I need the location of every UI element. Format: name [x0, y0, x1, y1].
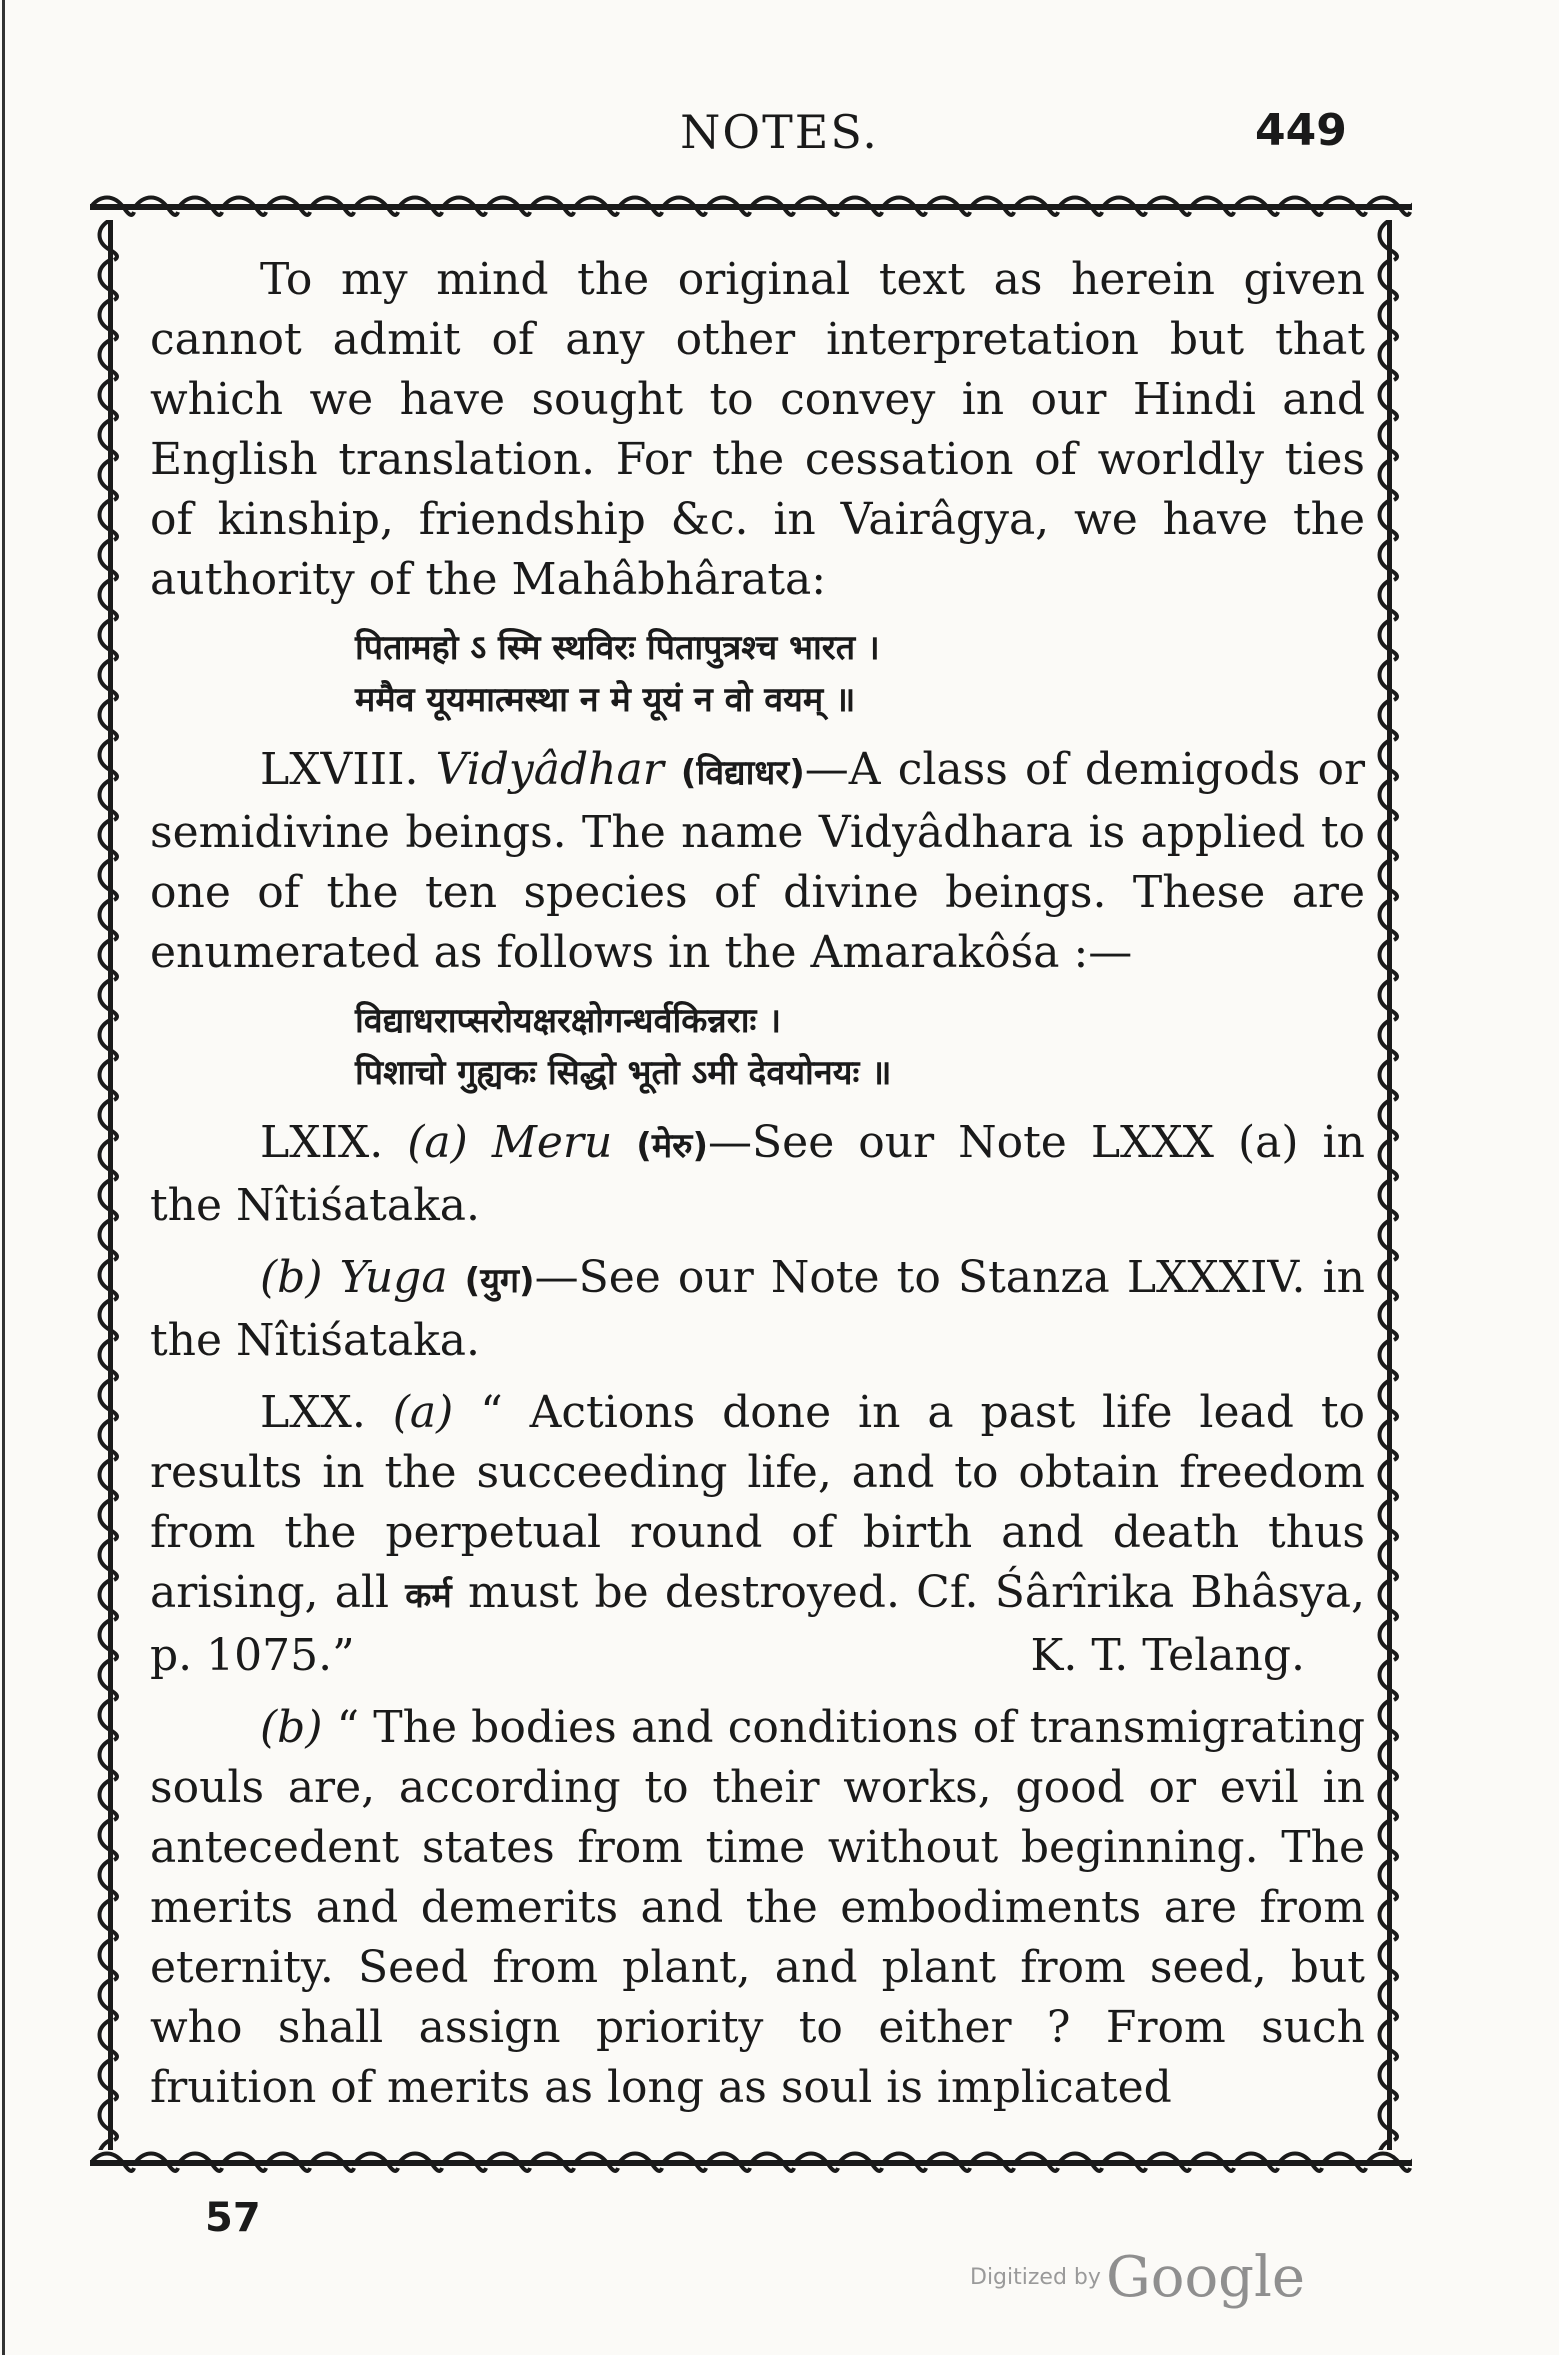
- note-devanagari: कर्म: [405, 1576, 452, 1616]
- binding-edge-rule: [2, 0, 5, 2355]
- note-devanagari: (विद्याधर): [680, 753, 805, 793]
- note-number: LXX.: [260, 1387, 366, 1438]
- note-sub-label: (b): [260, 1252, 323, 1303]
- note-lxix-b: [150, 1248, 1365, 1371]
- note-sub-label: (a): [392, 1387, 454, 1438]
- signature-mark: 57: [205, 2195, 261, 2241]
- note-number: LXVIII.: [260, 744, 419, 795]
- note-text: —A class of demigods or semidivine beings. The name Vidyâdhara is applied to one of the ten species of divine beings. These are enumerated as follows in the Amarakôśa :—: [150, 744, 1365, 978]
- verse-line: पितामहो ऽ स्मि स्थविरः पितापुत्रश्च भारत ।: [355, 628, 880, 668]
- note-sub-label: (b): [260, 1702, 323, 1753]
- ornamental-border-bottom: [90, 2142, 1412, 2184]
- verse-amarakosa: [355, 995, 1365, 1099]
- note-term: Yuga: [339, 1252, 448, 1303]
- verse-line: पिशाचो गुह्यकः सिद्धो भूतो ऽमी देवयोनयः ॥: [355, 1053, 892, 1093]
- verse-line: विद्याधराप्सरोयक्षरक्षोगन्धर्वकिन्नराः ।: [355, 1001, 782, 1041]
- note-lxx-a: [150, 1383, 1365, 1686]
- note-term: Meru: [491, 1117, 613, 1168]
- running-title: NOTES.: [680, 105, 879, 159]
- note-number: LXIX.: [260, 1117, 384, 1168]
- verse-mahabharata: [355, 622, 1365, 726]
- note-lxviii: [150, 740, 1365, 983]
- note-text: —See our Note to Stanza LXXXIV. in the Nîtiśataka.: [150, 1252, 1365, 1366]
- note-text: must be destroyed. Cf. Śârîrika Bhâsya, p. 1075.”: [150, 1567, 1365, 1681]
- page-body: [150, 250, 1365, 2118]
- note-lxx-b: [150, 1698, 1365, 2118]
- page-number: 449: [1255, 105, 1347, 156]
- note-term: Vidyâdhar: [435, 744, 664, 795]
- note-text: —See our Note LXXX (a) in the Nîtiśataka.: [150, 1117, 1365, 1231]
- paragraph-intro: To my mind the original text as herein given cannot admit of any other interpretation but that which we have sought to convey in our Hindi and English translation. For the cessation of worldly ties of kinship, friendship &c. in Vairâgya, we have the authority of the Mahâbhârata:: [150, 254, 1365, 605]
- watermark-label: Digitized by: [970, 2265, 1101, 2290]
- note-devanagari: (मेरु): [636, 1126, 709, 1166]
- ornamental-border-right: [1366, 220, 1412, 2150]
- note-text: “ The bodies and conditions of transmigrating souls are, according to their works, good or evil in antecedent states from time without beginning. The merits and demerits and the embodiments are from eternity. Seed from plant, and plant from seed, but who shall assign priority to either ? From such fruition of merits as long as soul is implicated: [150, 1702, 1365, 2113]
- note-text: “ Actions done in a past life lead to results in the succeeding life, and to obtain freedom from the perpetual round of birth and death thus arising, all: [150, 1387, 1365, 1618]
- ornamental-border-left: [88, 220, 134, 2150]
- verse-line: ममैव यूयमात्मस्था न मे यूयं न वो वयम् ॥: [355, 680, 856, 720]
- page-header: [0, 105, 1559, 165]
- google-logo: Google: [1106, 2245, 1306, 2310]
- digitized-watermark: [970, 2245, 1305, 2310]
- note-lxix-a: [150, 1113, 1365, 1236]
- note-devanagari: (युग): [464, 1261, 535, 1301]
- attribution: K. T. Telang.: [1030, 1630, 1305, 1681]
- ornamental-border-top: [90, 190, 1412, 230]
- note-sub-label: (a): [407, 1117, 468, 1168]
